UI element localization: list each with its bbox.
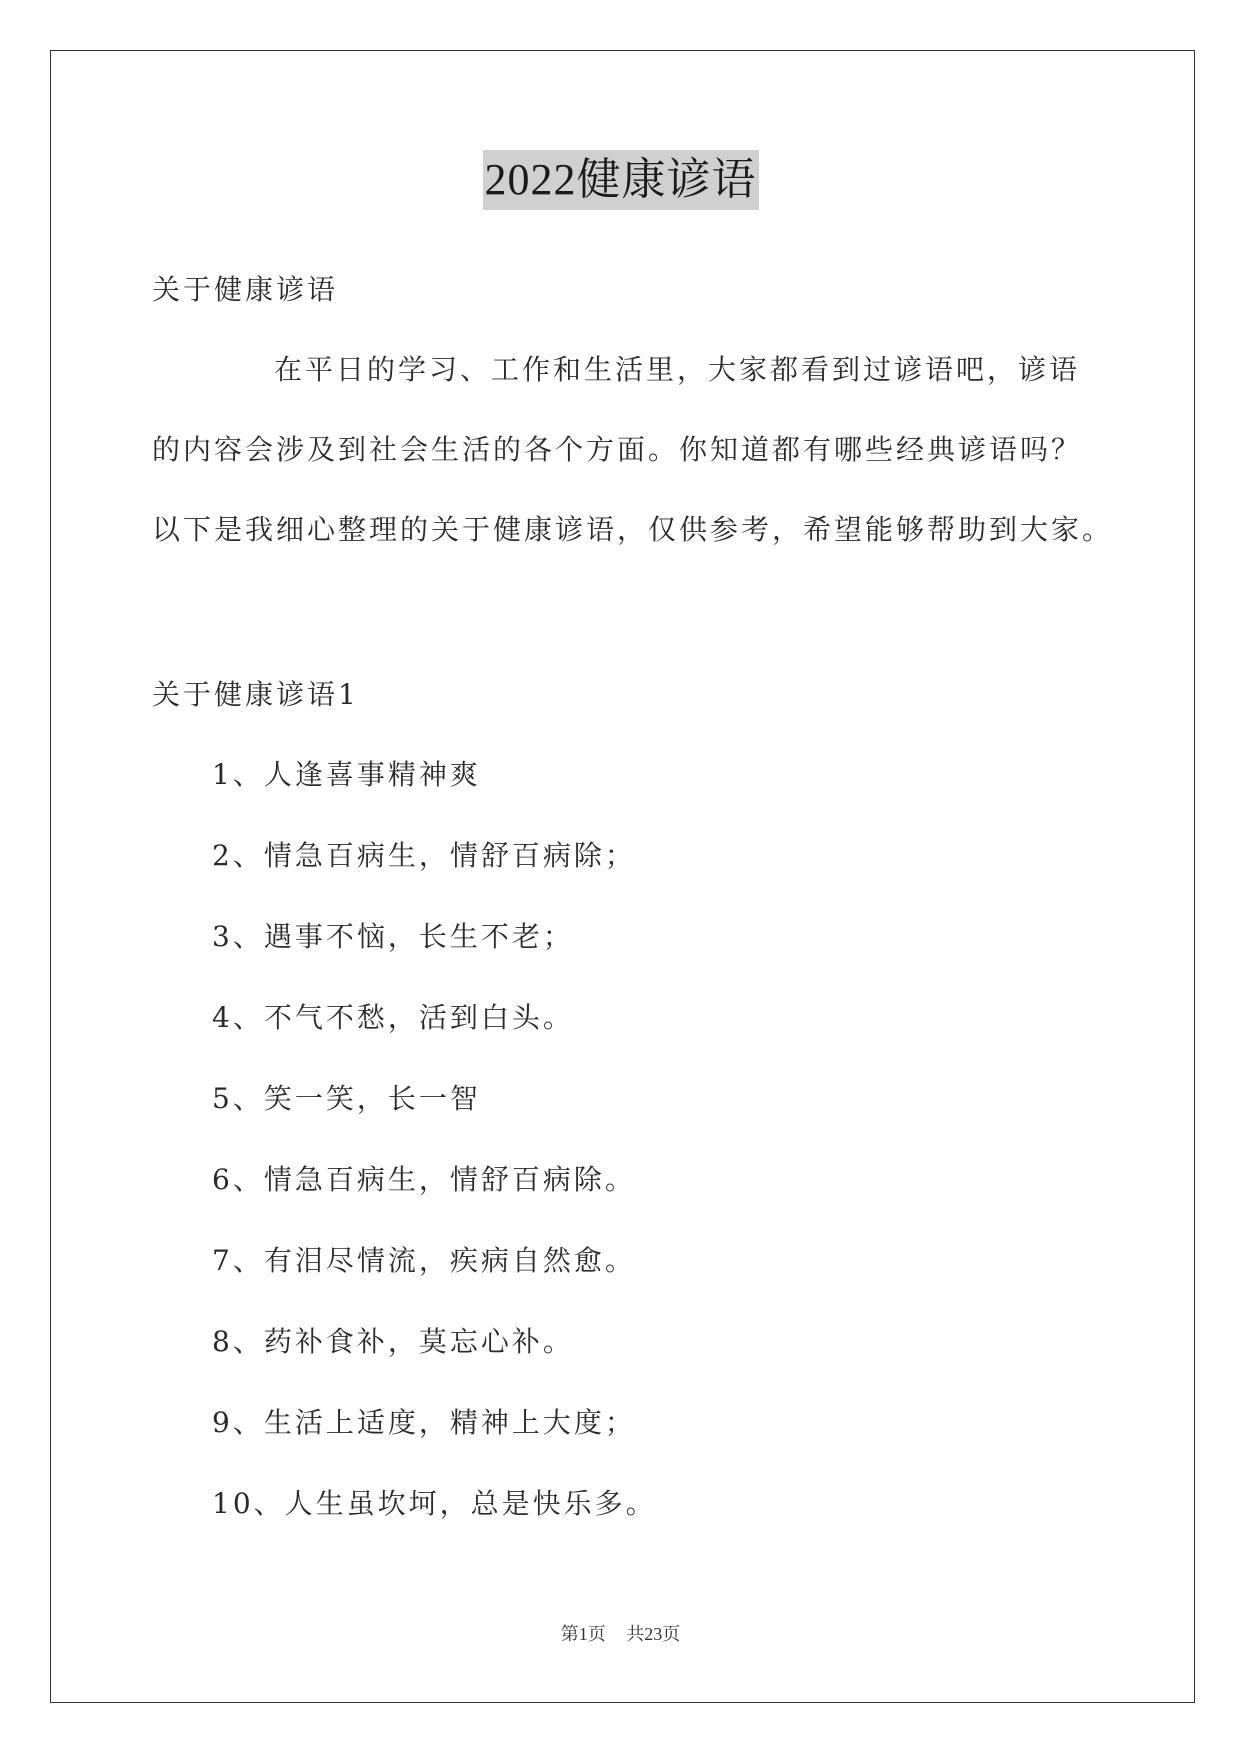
list-item: 10、人生虽坎坷，总是快乐多。 [212,1487,657,1520]
intro-line-1: 在平日的学习、工作和生活里，大家都看到过谚语吧，谚语 [274,353,1081,386]
list-item: 4、不气不愁，活到白头。 [212,1001,574,1034]
intro-line-2: 的内容会涉及到社会生活的各个方面。你知道都有哪些经典谚语吗？ [152,433,1083,466]
list-item: 9、生活上适度，精神上大度； [212,1406,636,1439]
list-item: 5、笑一笑，长一智 [212,1082,481,1115]
document-title: 2022健康谚语 [483,150,759,210]
intro-line-3: 以下是我细心整理的关于健康谚语，仅供参考，希望能够帮助到大家。 [152,513,1114,546]
page-number-current: 第1页 [560,1624,606,1644]
list-item: 3、遇事不恼，长生不老； [212,920,574,953]
list-item: 1、人逢喜事精神爽 [212,758,481,791]
page-footer [0,1622,1241,1646]
subtitle: 关于健康谚语 [152,273,339,306]
section-heading: 关于健康谚语1 [152,678,359,711]
list-item: 6、情急百病生，情舒百病除。 [212,1163,636,1196]
list-item: 2、情急百病生，情舒百病除； [212,839,636,872]
list-item: 8、药补食补，莫忘心补。 [212,1325,574,1358]
list-item: 7、有泪尽情流，疾病自然愈。 [212,1244,636,1277]
title-container [0,150,1241,210]
page-number-total: 共23页 [626,1624,681,1644]
